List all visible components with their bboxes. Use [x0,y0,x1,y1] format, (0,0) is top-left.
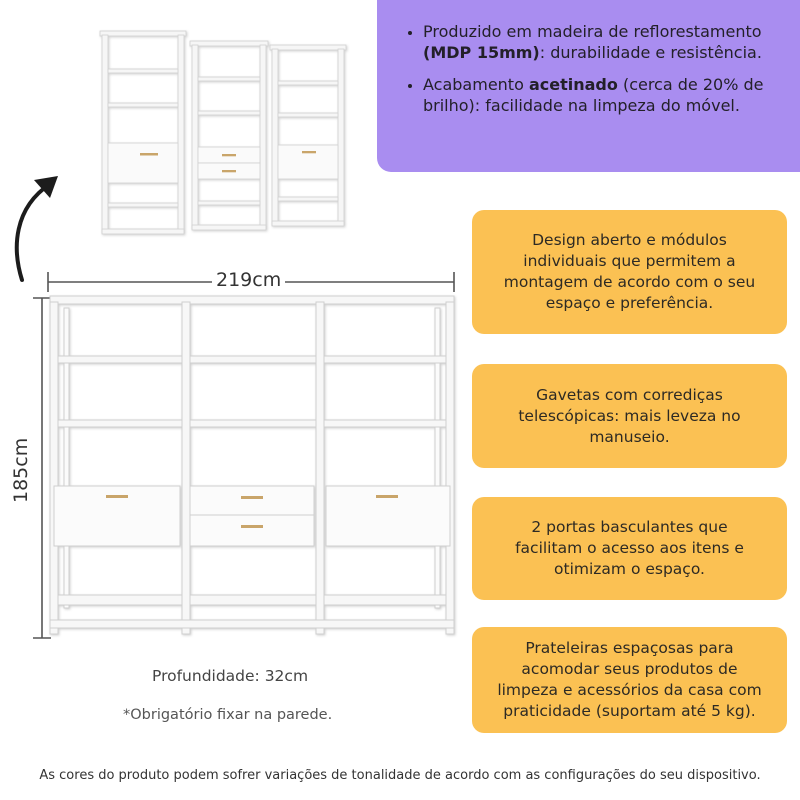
shelf [190,420,316,427]
feature-text: (cerca de 20% de brilho): facilidade na limpeza do móvel. [423,75,764,115]
shelf [324,595,446,605]
shelf [58,595,182,605]
drawer-bottom [190,515,314,546]
handle [376,495,398,498]
card-text: Design aberto e módulos individuais que permitem a montagem de acordo com o seu espaço e preferência. [503,231,756,312]
drawer-top [190,486,314,515]
shelf-unit-drawing [44,290,464,640]
features-list [403,22,782,116]
side-panel-left [50,302,58,634]
base-rail [50,620,454,628]
feature-text: : durabilidade e resistência. [539,42,762,62]
feature-text: Acabamento [423,75,529,94]
thumb-module-door-left [100,31,186,234]
depth-label: Profundidade: 32cm [152,667,309,685]
thumb-module-drawers [190,41,268,230]
handle [106,495,128,498]
shelf [324,420,446,427]
color-disclaimer: As cores do produto podem sofrer variações de tonalidade de acordo com as configurações do seu dispositivo. [39,768,761,783]
handle [241,496,263,499]
divider-panel [182,302,190,634]
feature-highlight: (MDP 15mm) [423,42,540,62]
card-open-design [472,210,787,334]
modules-thumbnail [90,25,350,245]
feature-item-finish [423,75,782,116]
feature-highlight: acetinado [528,75,618,94]
divider-panel [316,302,324,634]
card-text: Gavetas com corrediças telescópicas: mais leveza no manuseio. [518,385,741,446]
shelf [58,420,182,427]
width-label: 219cm [212,269,285,291]
features-panel [377,0,800,172]
shelf [58,356,182,363]
thumb-module-door-right [270,45,346,226]
wall-fix-note: *Obrigatório fixar na parede. [123,707,333,723]
card-text: 2 portas basculantes que facilitam o acesso aos itens e otimizam o espaço. [515,518,744,578]
card-text: Prateleiras espaçosas para acomodar seus produtos de limpeza e acessórios da casa com praticidade (suportam até 5 kg). [497,639,762,720]
shelf [190,356,316,363]
shelf [324,356,446,363]
shelf [190,595,316,605]
card-doors [472,497,787,600]
feature-item-material [423,22,782,63]
handle [241,525,263,528]
card-shelves [472,627,787,733]
height-label: 185cm [10,437,32,503]
side-panel-right [446,302,454,634]
card-drawers [472,364,787,468]
feature-text: Produzido em madeira de reflorestamento [423,22,762,41]
top-rail [50,296,454,304]
